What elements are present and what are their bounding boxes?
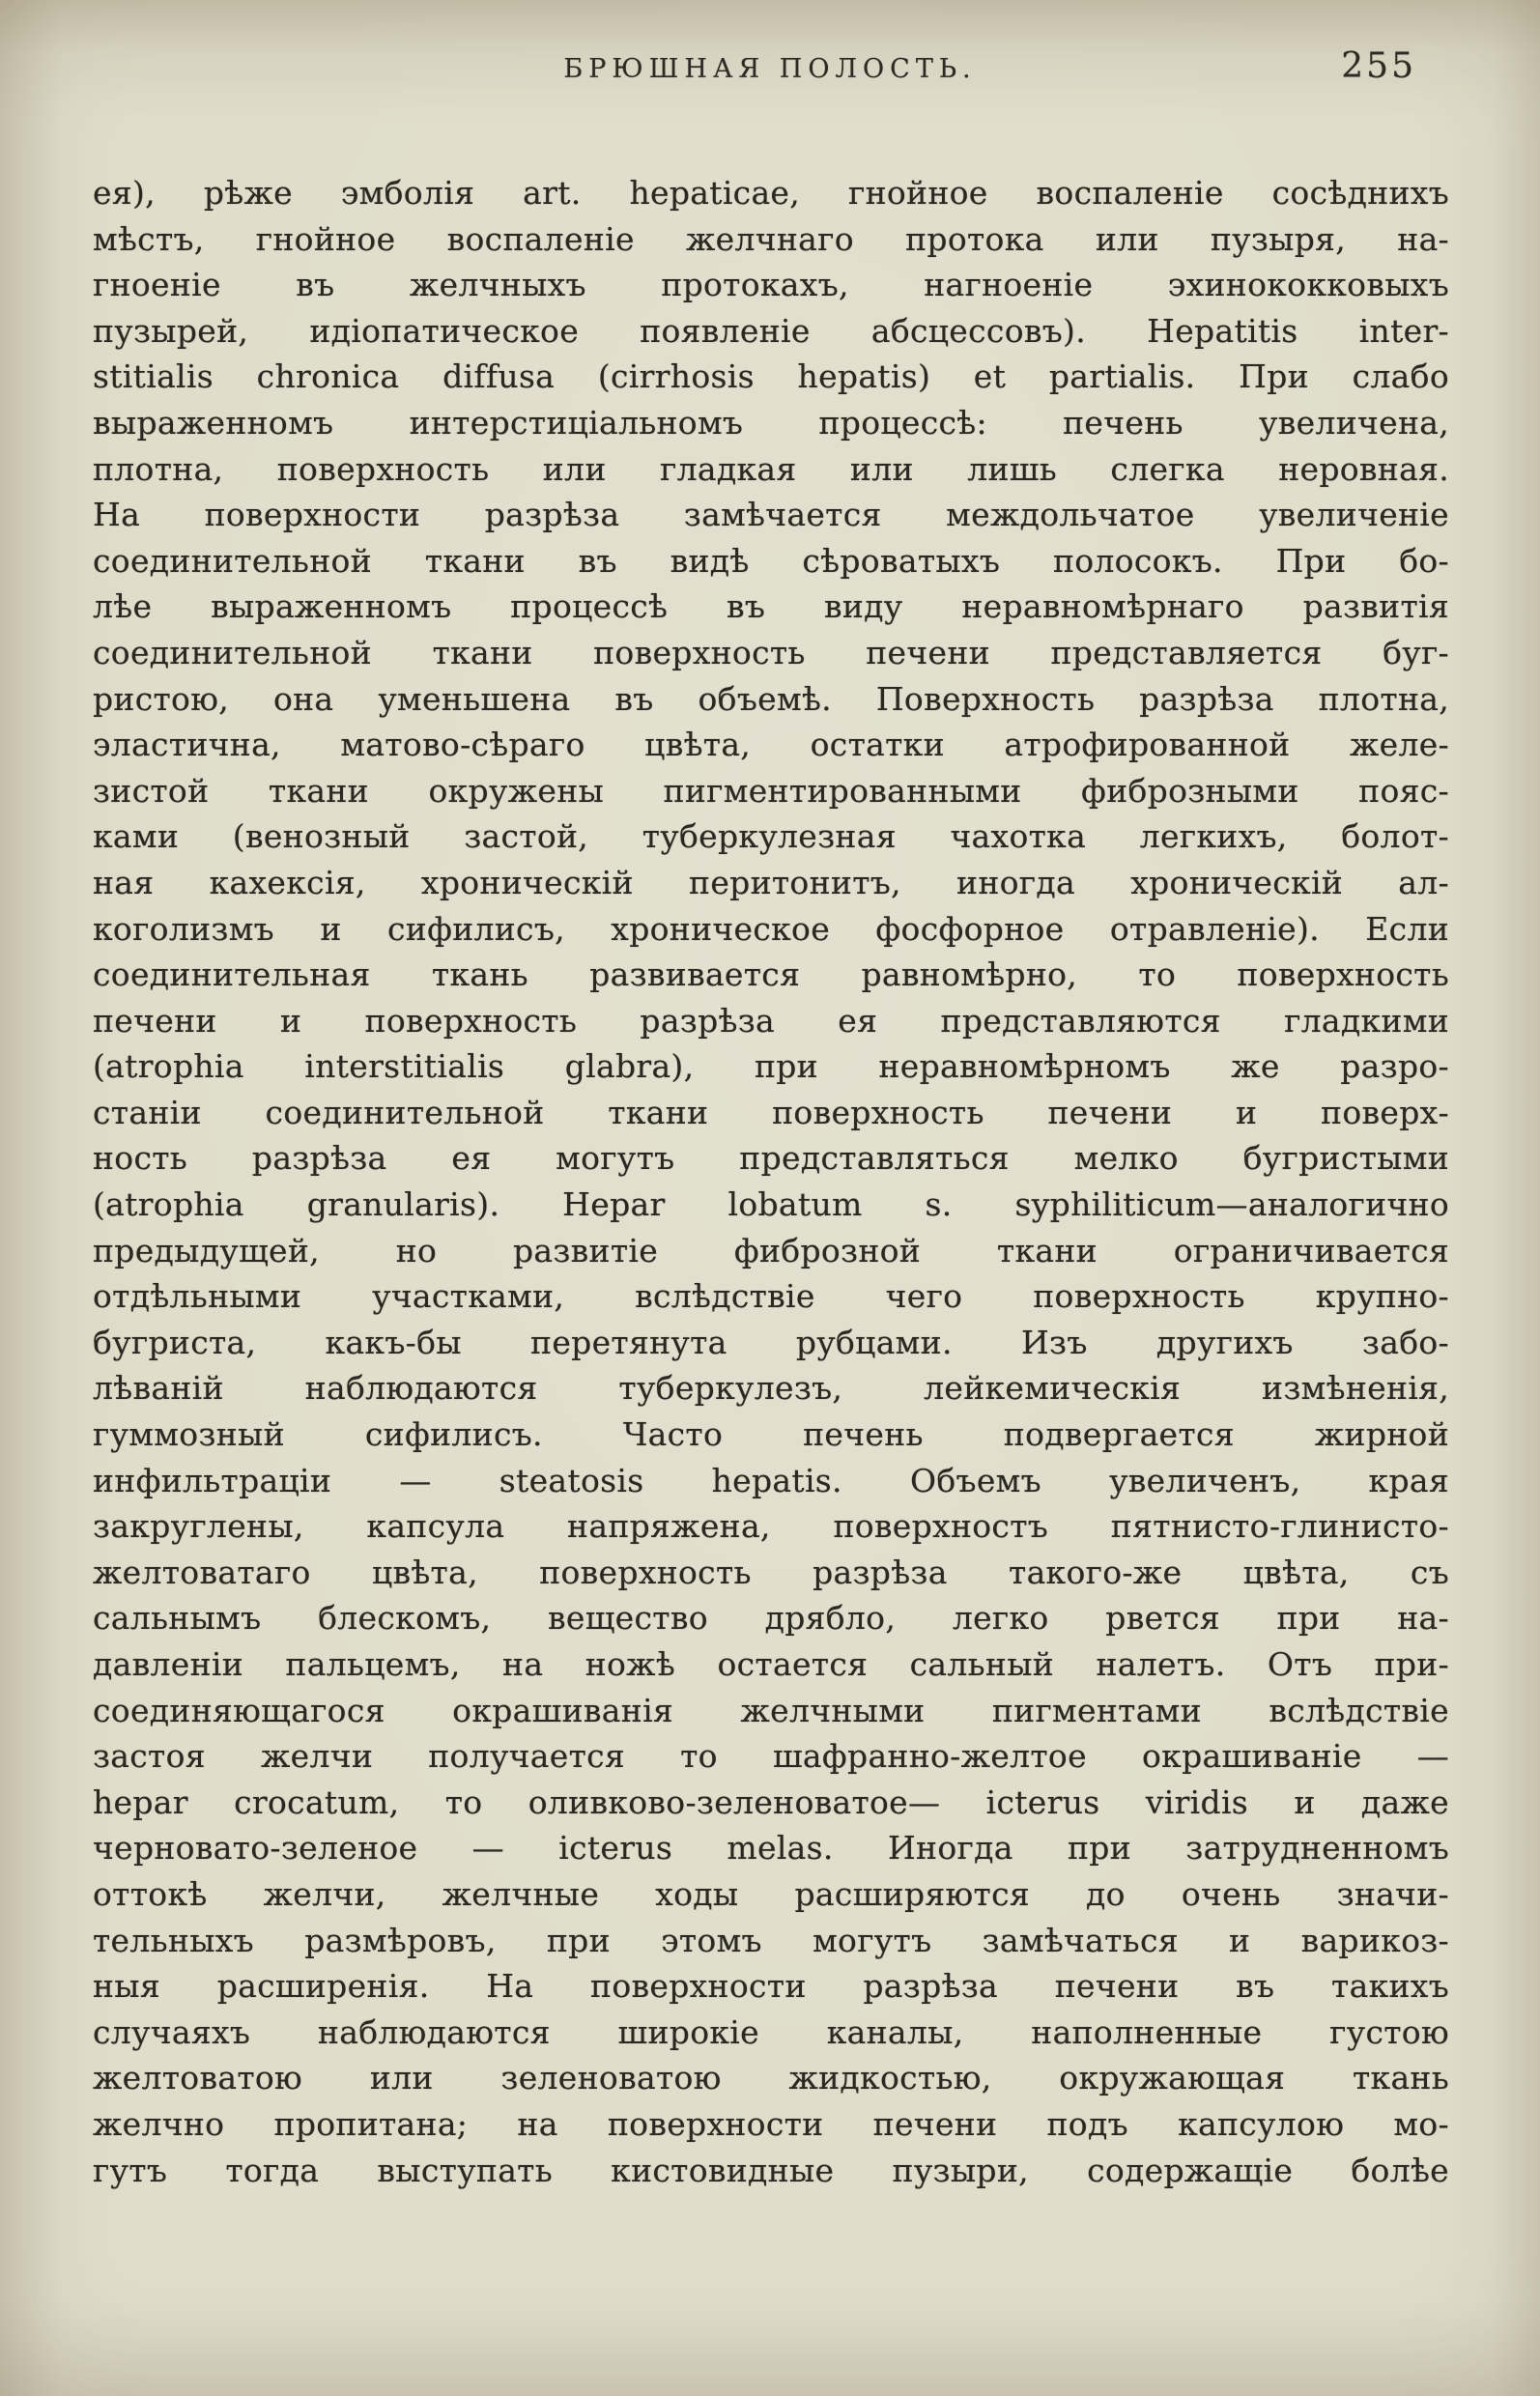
text-line: эластична, матово-сѣраго цвѣта, остатки атрофированной желе- bbox=[93, 726, 1449, 764]
text-line: мѣстъ, гнойное воспаленіе желчнаго протока или пузыря, на- bbox=[93, 219, 1449, 258]
text-line: лѣваній наблюдаются туберкулезъ, лейкемическія измѣненія, bbox=[93, 1369, 1449, 1408]
text-line: станіи соединительной ткани поверхность печени и поверх- bbox=[93, 1093, 1449, 1131]
text-line: соединительной ткани поверхность печени представляется буг- bbox=[93, 633, 1449, 671]
text-line: соединительная ткань развивается равномѣрно, то поверхность bbox=[93, 956, 1449, 994]
text-line: давленіи пальцемъ, на ножѣ остается сальный налетъ. Отъ при- bbox=[93, 1645, 1449, 1683]
text-line: hepar crocatum, то оливково-зеленоватое— icterus viridis и даже bbox=[93, 1783, 1449, 1821]
text-line: бугриста, какъ-бы перетянута рубцами. Изъ другихъ забо- bbox=[93, 1323, 1449, 1361]
text-line: ея), рѣже эмболія art. hepaticae, гнойное воспаленіе сосѣднихъ bbox=[93, 174, 1449, 212]
text-line: черновато-зеленое — icterus melas. Иногда при затрудненномъ bbox=[93, 1829, 1449, 1868]
text-line: плотна, поверхность или гладкая или лишь слегка неровная. bbox=[93, 449, 1449, 488]
text-line: предыдущей, но развитіе фиброзной ткани ограничивается bbox=[93, 1231, 1449, 1269]
text-line: инфильтраціи — steatosis hepatis. Объемъ увеличенъ, края bbox=[93, 1461, 1449, 1499]
text-line: ристою, она уменьшена въ объемѣ. Поверхность разрѣза плотна, bbox=[93, 679, 1449, 718]
text-line: ками (венозный застой, туберкулезная чахотка легкихъ, болот- bbox=[93, 817, 1449, 856]
text-line: (atrophia granularis). Hepar lobatum s. syphiliticum—аналогично bbox=[93, 1185, 1449, 1224]
text-line: ность разрѣза ея могутъ представляться мелко бугристыми bbox=[93, 1139, 1449, 1178]
text-line: оттокѣ желчи, желчные ходы расширяются до очень значи- bbox=[93, 1874, 1449, 1913]
running-head-title: БРЮШНАЯ ПОЛОСТЬ. bbox=[563, 54, 977, 84]
text-line: stitialis chronica diffusa (cirrhosis hepatis) et partialis. При слабо bbox=[93, 357, 1449, 396]
text-line: На поверхности разрѣза замѣчается междольчатое увеличеніе bbox=[93, 496, 1449, 534]
page-number: 255 bbox=[1341, 46, 1416, 86]
text-line: желтоватаго цвѣта, поверхность разрѣза такого-же цвѣта, съ bbox=[93, 1553, 1449, 1591]
text-line: отдѣльными участками, вслѣдствіе чего поверхность крупно- bbox=[93, 1277, 1449, 1316]
text-line: желчно пропитана; на поверхности печени подъ капсулою мо- bbox=[93, 2104, 1449, 2143]
text-line: закруглены, капсула напряжена, поверхностъ пятнисто-глинисто- bbox=[93, 1507, 1449, 1546]
text-line: гутъ тогда выступать кистовидные пузыри, содержащіе болѣе bbox=[93, 2151, 1449, 2189]
text-line: зистой ткани окружены пигментированными фиброзными пояс- bbox=[93, 771, 1449, 810]
text-line: лѣе выраженномъ процессѣ въ виду неравномѣрнаго развитія bbox=[93, 587, 1449, 626]
text-line: соединительной ткани въ видѣ сѣроватыхъ полосокъ. При бо- bbox=[93, 541, 1449, 580]
text-line: случаяхъ наблюдаются широкіе каналы, наполненные густою bbox=[93, 2012, 1449, 2051]
text-line: ныя расширенія. На поверхности разрѣза печени въ такихъ bbox=[93, 1967, 1449, 2006]
text-line: печени и поверхность разрѣза ея представляются гладкими bbox=[93, 1001, 1449, 1040]
text-line: ная кахексія, хроническій перитонитъ, иногда хроническій ал- bbox=[93, 863, 1449, 901]
text-line: гноеніе въ желчныхъ протокахъ, нагноеніе эхинококковыхъ bbox=[93, 266, 1449, 304]
text-line: сальнымъ блескомъ, вещество дрябло, легко рвется при на- bbox=[93, 1599, 1449, 1638]
text-line: соединяющагося окрашиванія желчными пигментами вслѣдствіе bbox=[93, 1691, 1449, 1729]
text-line: коголизмъ и сифилисъ, хроническое фосфорное отравленіе). Если bbox=[93, 909, 1449, 948]
text-line: гуммозный сифилисъ. Часто печень подвергается жирной bbox=[93, 1415, 1449, 1454]
text-line: пузырей, идіопатическое появленіе абсцессовъ). Hepatitis inter- bbox=[93, 311, 1449, 350]
text-line: застоя желчи получается то шафранно-желтое окрашиваніе — bbox=[93, 1737, 1449, 1776]
page-text bbox=[93, 170, 1449, 2193]
text-line: (atrophia interstitialis glabra), при неравномѣрномъ же разро- bbox=[93, 1047, 1449, 1086]
text-line: выраженномъ интерстиціальномъ процессѣ: печень увеличена, bbox=[93, 403, 1449, 442]
text-line: желтоватою или зеленоватою жидкостью, окружающая ткань bbox=[93, 2059, 1449, 2097]
text-line: тельныхъ размѣровъ, при этомъ могутъ замѣчаться и варикоз- bbox=[93, 1921, 1449, 1959]
